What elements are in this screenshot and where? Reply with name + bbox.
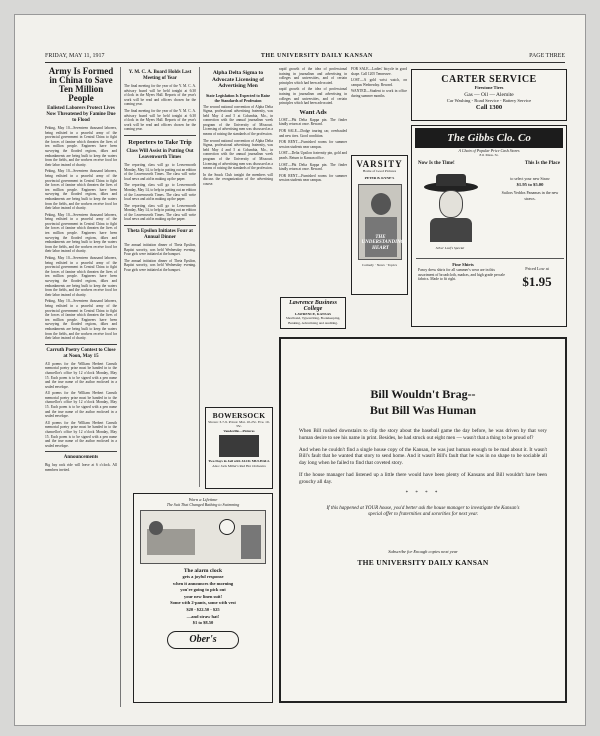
varsity-film-title: THE UNDERSTANDING HEART [361, 234, 405, 251]
gibbs-place: This Is the Place [524, 161, 560, 167]
headline-ymca-board: Y. M. C. A. Board Holds Last Meeting of Year [128, 70, 192, 81]
gibbs-straw-price: $1.95 to $5.00 [516, 181, 544, 187]
bowersock-ad [205, 407, 273, 489]
headline-reporters-trip: Reporters to Take Trip [128, 138, 192, 146]
article-china-army-cont3: Peking, May 10—Seventeen thousand laborers, being enlisted in a peaceful army of the provincial government in Central China to fight the forces of famine which threaten the lives of ten million people. Engineers have been surveying the flooded regions, dikes and embankments are being built to keep the waters from the fields, and the workers receive food for their labor instead of charity. [45, 256, 117, 297]
gibbs-styles: Sailors Yeddos Panamas in the new straws. [501, 190, 559, 201]
business-college-name: Lawrence Business College [289, 300, 337, 312]
gibbs-shirt-price: $1.95 [522, 274, 552, 289]
want-ad: FOR SALE—Ladies' bicycle in good shape. Call 1205 Tennessee. [351, 67, 407, 76]
gibbs-address: 811 Mass. St. [479, 153, 499, 157]
headline-carruth-contest: Carruth Poetry Contest to Close at Noon, May 15 [46, 347, 116, 359]
bowersock-times: Shows: 3-7-9. Prices: Mat. 10-25c. Eve. 10-35c. [208, 420, 270, 429]
gibbs-now: Now Is the Time! [418, 161, 455, 167]
announcements-text: Big hay rack ride will leave at 6 o'clock. All members invited. [45, 463, 117, 472]
column-rule [124, 225, 196, 226]
article-carruth-contest-cont: All poems for the William Herbert Carruth memorial poetry prize must be handed in to the chancellor's office by 12 o'clock Monday, May 15. Each poem is to be signed with a pen name and the true name of the author enclosed in a sealed envelope. [45, 391, 117, 419]
carter-subtitle: Firestone Tires [474, 85, 504, 90]
varsity-tag: Home of Good Pictures [362, 169, 397, 173]
obers-clothing-ad [133, 493, 273, 703]
obers-caption: Worn a Lifetime [188, 497, 218, 502]
bowersock-photo [219, 435, 259, 457]
article-advertising-cont: rapid growth of the idea of professional training in journalism and advertising in colleges and universities, and of certain principles which had been advocated. [279, 67, 347, 85]
article-snack-club: In the Snack Club tonight the members will discuss the reorganization of the advertising course. [203, 172, 273, 186]
masthead-title: THE UNIVERSITY DAILY KANSAN [260, 53, 373, 59]
obers-copy-line: your new linen suit! [183, 593, 223, 599]
column-rule [124, 135, 196, 136]
kansan-subscription-ad [279, 337, 567, 703]
article-reporters-trip: The reporting class will go to Leavenworth Monday, May 14, to help in putting out an edition of the Leavenworth Times. The class will write local news and aid in making up the paper. [124, 162, 196, 181]
article-china-army-cont4: Peking, May 10—Seventeen thousand laborers, being enlisted in a peaceful army of the provincial government in Central China to fight the forces of famine which threaten the lives of ten million people. Engineers have been surveying the flooded regions, dikes and embankments are being built to keep the waters from the fields, and the workers receive food for their labor instead of charity. [45, 299, 117, 341]
varsity-footer: Comedy · News · Topics [362, 262, 397, 267]
column-5 [351, 67, 407, 139]
subhead-reporters-trip: Class Will Assist in Putting Out Leavenworth Times [126, 148, 194, 160]
article-china-army-cont: Peking, May 10—Seventeen thousand laborers, being enlisted in a peaceful army of the provincial government in Central China to fight the forces of famine which threaten the lives of ten million people. Engineers have been surveying the flooded regions, dikes and embankments are being built to keep the waters from the fields, and the workers receive food for their labor instead of charity. [45, 169, 117, 211]
carter-service-ad [411, 69, 567, 121]
varsity-author: PETER B. KYNE'S [364, 176, 395, 181]
article-ymca-board-cont: The final meeting for the year of the Y. M. C. A. advisory board will be held tonight at 6:30 o'clock in the Myers Hall. Reports of the year's work will be read and officers chosen for the coming year. [124, 108, 196, 132]
masthead-page: PAGE THREE [529, 53, 565, 59]
bowersock-name: BOWERSOCK [212, 411, 266, 420]
newspaper-page [14, 14, 586, 726]
gibbs-select: to select your new Straw [510, 176, 550, 181]
article-advertising-cont2: rapid growth of the idea of professional training in journalism and advertising in colleges and universities, and of certain principles which had been advocated. [279, 87, 347, 106]
obers-suit-price: $20 - $22.50 - $25 [186, 606, 220, 612]
column-1 [45, 67, 117, 707]
obers-bedroom-illustration [140, 510, 266, 564]
business-college-ad [280, 297, 346, 329]
bill-paragraph-2: And when he couldn't find a single house copy of the Kansan, he was just human enough to be mad about it. It wasn't Bill's fault that he wanted that story to send home. And it wasn't Bill's fault that he was in no shape to be sociable all day long when he failed to find that coveted story. [299, 446, 547, 467]
obers-copy-line: —and straw hat! [186, 613, 220, 619]
varsity-name: VARSITY [356, 159, 403, 169]
carter-title: CARTER SERVICE [441, 74, 537, 85]
obers-logo: Ober's [167, 631, 239, 649]
masthead [45, 53, 565, 63]
gibbs-shirts-body: Fancy dress shirts for all summer's wear are in this assortment of broadcloth, madras, and high grade percale fabrics. Made to fit right. [418, 267, 505, 282]
want-ad: LOST—Phi Delta Kappa pin. The finder kindly return at once. Reward. [279, 117, 347, 127]
bill-paragraph-3: If the house manager had listened up a little there would have been plenty of Kansans and Bill wouldn't have been grouchy all day. [299, 471, 547, 485]
want-ads-heading: Want Ads [299, 108, 327, 116]
column-rule [45, 451, 117, 452]
obers-alarm-clock: The alarm clock [183, 568, 223, 574]
article-theta-epsilon: The annual initiation dinner of Theta Epsilon, Baptist sorority, was held Wednesday evening. Four girls were initiated at the banquet. [124, 243, 196, 257]
want-ad: FOR RENT—Furnished rooms for summer session students near campus. [279, 173, 347, 183]
obers-caption-sub: The Suit That Changed Bathing to Swimming [166, 502, 240, 507]
column-4 [279, 67, 347, 307]
want-ad: LOST—Phi Delta Kappa pin. The finder kindly return at once. Reward. [279, 162, 347, 172]
subhead-alpha-delta-sigma: State Legislation Is Expected to Raise the Standards of Profession [205, 92, 271, 103]
column-divider [199, 67, 200, 487]
business-college-city: LAWRENCE, KANSAS [294, 312, 332, 316]
business-college-courses: Shorthand, Typewriting, Bookkeeping, Banking, Advertising and Auditing. [285, 316, 341, 325]
headline-theta-epsilon: Theta Epsilon Initiates Four at Annual Dinner [127, 229, 193, 241]
bill-separator: * * * * [405, 490, 441, 496]
want-ad: LOST—A gold wrist watch, on campus Wednesday. Reward. [351, 78, 407, 87]
gibbs-clothing-ad [411, 125, 567, 327]
article-china-army-cont2: Peking, May 10—Seventeen thousand laborers, being enlisted in a peaceful army of the provincial government in Central China to fight the forces of famine which threaten the lives of ten million people. Engineers have been surveying the flooded regions, dikes and embankments are being built to keep the waters from the fields, and the workers receive food for their labor instead of charity. [45, 212, 117, 254]
bill-subtitle: But Bill Was Human [369, 403, 477, 417]
article-china-army: Peking, May 10—Seventeen thousand laborers, being enlisted in a peaceful army of the provincial government in Central China to fight the forces of famine which threaten the lives of ten million people. Engineers have been surveying the flooded regions, dikes and embankments are being built to keep the waters from the fields, and the workers receive food for their labor instead of charity. [45, 126, 117, 167]
obers-copy-line: gets a joyful response [182, 574, 224, 579]
carter-services: Car Washing - Road Service - Battery Service [446, 98, 532, 103]
want-ad: FOR SALE—Dodge touring car, overhauled and new tires. Good condition. [279, 128, 347, 138]
article-ymca-board: The final meeting for the year of the Y. M. C. A. advisory board will be held tonight at 6:30 o'clock in the Myers Hall. Reports of the year's work will be read and officers chosen for the coming year. [124, 84, 196, 107]
headline-china-army: Army Is Formed in China to Save Ten Million People [48, 67, 114, 103]
gibbs-special-tag: Silver Leaf's Special [435, 246, 465, 250]
bowersock-orchestra: Also: Jack Miller's Red Hot Orchestra [212, 463, 266, 468]
article-carruth-contest-cont2: All poems for the William Herbert Carruth memorial poetry prize must be handed in to the chancellor's office by 12 o'clock Monday, May 15. Each poem is to be signed with a pen name and the true name of the author enclosed in a sealed envelope. [45, 420, 117, 448]
column-rule [45, 344, 117, 345]
gibbs-shirts-title: Fine Shirts [452, 262, 474, 267]
headline-announcements: Announcements [63, 455, 99, 461]
article-reporters-trip-cont: The reporting class will go to Leavenworth Monday, May 14, to help in putting out an edition of the Leavenworth Times. The class will write local news and aid in making up the paper. [124, 183, 196, 202]
want-ad: FOR RENT—Furnished rooms for summer session students near campus. [279, 140, 347, 149]
bill-title: Bill Wouldn't Brag-- [370, 387, 476, 401]
bowersock-feature: Two Days in Jail with JACK MULHALL [208, 459, 270, 464]
obers-copy-line: when it announces the morning [172, 580, 234, 586]
headline-alpha-delta-sigma: Alpha Delta Sigma to Advocate Licensing of Advertising Men [212, 70, 264, 89]
masthead-date: FRIDAY, MAY 11, 1917 [45, 53, 105, 59]
column-divider [120, 67, 121, 707]
obers-hat-price: $1 to $8.50 [192, 620, 214, 626]
bill-paper-name: THE UNIVERSITY DAILY KANSAN [357, 557, 489, 567]
article-theta-epsilon-cont: The annual initiation dinner of Theta Epsilon, Baptist sorority, was held Wednesday evening. Four girls were initiated at the banquet. [124, 258, 196, 273]
article-carruth-contest: All poems for the William Herbert Carruth memorial poetry prize must be handed in to the chancellor's office by 12 o'clock Monday, May 15. Each poem is to be signed with a pen name and the true name of the author enclosed in a sealed envelope. [45, 361, 117, 389]
bill-offer: If this happened at YOUR house, you'd better ask the house manager to investigate the Kansan's special offer to fraternities and sororities for next year. [326, 505, 520, 518]
carter-phone: Call 1300 [475, 104, 503, 111]
bowersock-tag: Vaudeville—Pictures [223, 428, 255, 433]
article-alpha-delta-sigma: The second national convention of Alpha Delta Sigma, professional advertising fraternity, was held May 4 and 5 at Columbia, Mo., in connection with the annual journalism week program of the University of Missouri. Licensing of advertising men was discussed as a means of raising the standards of the profession. [203, 104, 273, 137]
subhead-china-army: Enlisted Laborers Protect Lives Now Threatened by Famine Due to Flood [46, 106, 116, 123]
carter-products: Gas — Oil — Alemite [464, 92, 514, 98]
varsity-poster-illustration [358, 184, 405, 260]
bill-subscribe: Subscribe for Enough copies next year [388, 548, 458, 554]
gibbs-hat-illustration [420, 172, 482, 244]
article-alpha-delta-sigma-cont: The second national convention of Alpha Delta Sigma, professional advertising fraternity, was held May 4 and 5 at Columbia, Mo., in connection with the annual journalism week program of the University of Missouri. Licensing of advertising men was discussed as a means of raising the standards of the profession. [203, 138, 273, 171]
article-reporters-trip-cont2: The reporting class will go to Leavenworth Monday, May 14, to help in putting out an edition of the Leavenworth Times. The class will write local news and aid in making up the paper. [124, 203, 196, 222]
varsity-theater-ad [351, 155, 408, 295]
gibbs-priced-low: Priced Low at [525, 266, 549, 271]
gibbs-logo: The Gibbs Clo. Co [415, 128, 563, 148]
gibbs-tagline: A Chain of Popular Price Cash Stores [458, 148, 520, 153]
bill-paragraph-1: When Bill rushed downstairs to clip the story about the baseball game the day before, he was driven by that very human desire to see his name in print. Besides, he had struck out eight men — wasn't that a thing to be proud of? [299, 428, 547, 441]
obers-copy-line: you're going to pick out [180, 587, 226, 593]
want-ad: LOST—Delta Upsilon fraternity pin, gold and pearls. Return to Kansan office. [279, 151, 347, 160]
obers-copy-line: Some with 2-pants, some with vest [170, 600, 236, 606]
want-ad: WANTED—Student to work in office during summer months. [351, 89, 407, 98]
